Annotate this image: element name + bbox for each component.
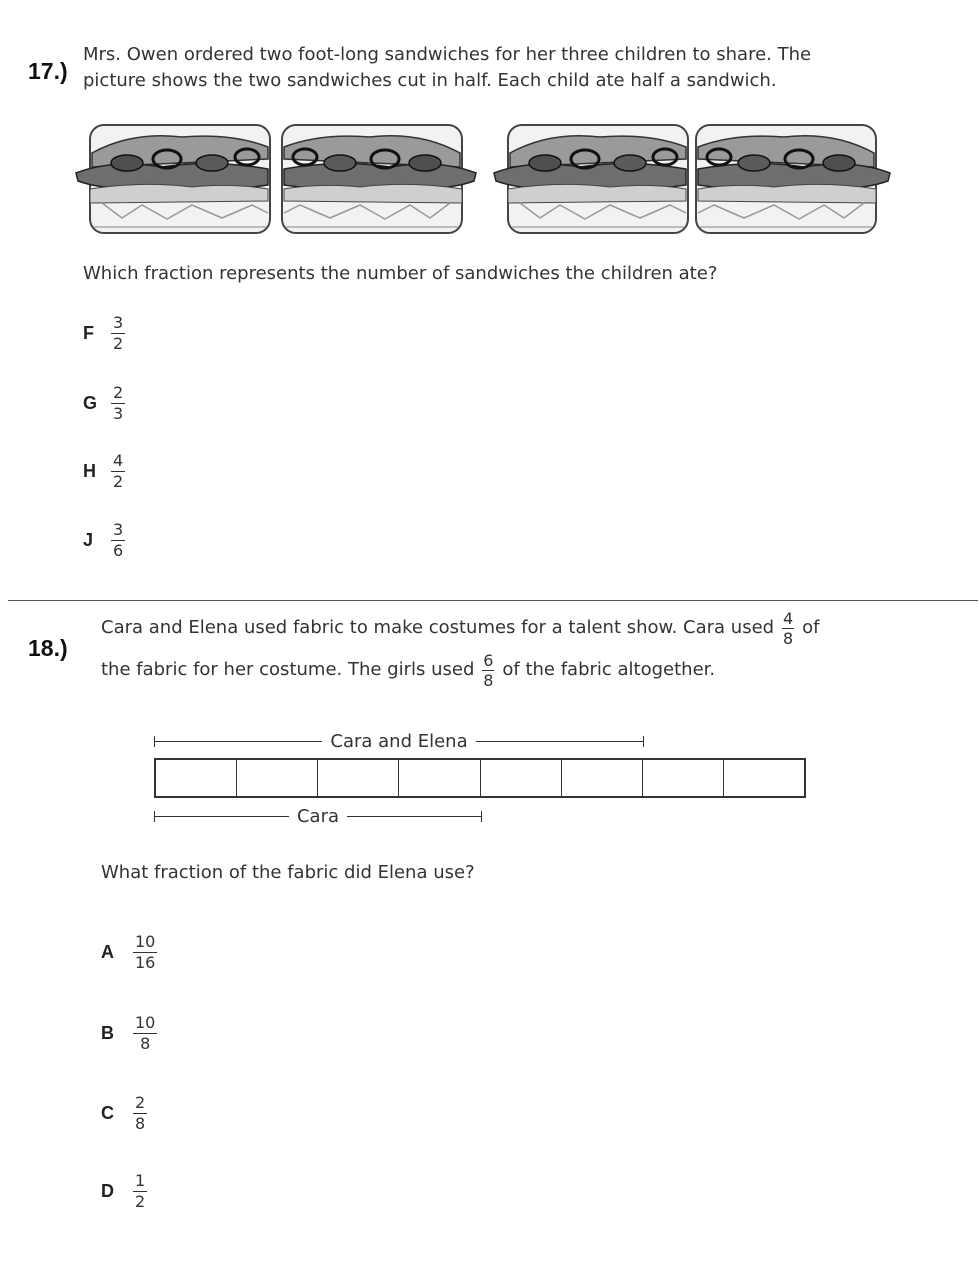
fabric-part — [643, 760, 724, 796]
question-18-prompt: What fraction of the fabric did Elena use? — [101, 862, 475, 883]
denominator: 16 — [135, 953, 156, 972]
denominator: 6 — [113, 541, 124, 560]
choice-g[interactable] — [83, 384, 125, 423]
top-span-label-wrap — [154, 730, 644, 754]
line-1-text: Cara and Elena used fabric to make costumes for a talent show. Cara used — [101, 617, 775, 638]
denominator: 2 — [135, 1192, 146, 1211]
numerator: 6 — [483, 650, 494, 670]
choice-letter: C — [101, 1103, 114, 1123]
fabric-part — [399, 760, 480, 796]
question-17-intro-line-1: Mrs. Owen ordered two foot-long sandwiches for her three children to share. The — [83, 44, 812, 65]
choice-letter: F — [83, 323, 94, 343]
fraction — [133, 1094, 147, 1133]
bottom-span-label: Cara — [289, 806, 347, 827]
numerator: 1 — [135, 1171, 146, 1190]
fabric-part — [481, 760, 562, 796]
choice-h[interactable] — [83, 452, 125, 491]
bottom-span-label-wrap — [154, 805, 482, 829]
denominator: 8 — [483, 670, 494, 690]
fraction — [111, 384, 125, 423]
choice-d[interactable] — [101, 1172, 147, 1211]
fraction — [133, 933, 157, 972]
choice-b[interactable] — [101, 1014, 157, 1053]
numerator: 2 — [113, 383, 124, 402]
numerator: 10 — [135, 932, 156, 951]
fraction — [133, 1014, 157, 1053]
choice-j[interactable] — [83, 521, 125, 560]
choice-f[interactable] — [83, 314, 125, 353]
question-17-prompt: Which fraction represents the number of sandwiches the children ate? — [83, 263, 718, 284]
numerator: 3 — [113, 520, 124, 539]
fabric-part — [156, 760, 237, 796]
denominator: 8 — [135, 1114, 146, 1133]
inline-fraction-cara — [782, 610, 794, 647]
denominator: 3 — [113, 404, 124, 423]
fabric-diagram — [154, 730, 808, 830]
line-2-text: the fabric for her costume. The girls used — [101, 659, 475, 680]
sandwich-half-4 — [694, 123, 894, 235]
fraction — [133, 1172, 147, 1211]
inline-fraction-total — [482, 652, 494, 689]
fraction — [111, 521, 125, 560]
sandwich-half-2 — [280, 123, 480, 235]
question-18-intro-line-1 — [101, 608, 819, 648]
numerator: 4 — [113, 451, 124, 470]
fraction — [111, 452, 125, 491]
choice-letter: B — [101, 1023, 114, 1043]
question-18-intro-line-2 — [101, 650, 715, 690]
line-2-tail: of the fabric altogether. — [502, 659, 716, 680]
denominator: 8 — [783, 628, 794, 648]
numerator: 4 — [783, 608, 794, 628]
denominator: 2 — [113, 472, 124, 491]
top-span-label: Cara and Elena — [322, 731, 475, 752]
fraction — [111, 314, 125, 353]
question-17-intro-line-2: picture shows the two sandwiches cut in half. Each child ate half a sandwich. — [83, 70, 777, 91]
choice-letter: D — [101, 1181, 114, 1201]
choice-letter: A — [101, 942, 114, 962]
choice-letter: G — [83, 393, 98, 413]
numerator: 2 — [135, 1093, 146, 1112]
fabric-part — [318, 760, 399, 796]
choice-letter: J — [83, 530, 94, 550]
question-17-number: 17.) — [28, 58, 68, 84]
choice-c[interactable] — [101, 1094, 147, 1133]
sandwich-half-1 — [72, 123, 272, 235]
fabric-part — [724, 760, 804, 796]
fabric-bar — [154, 758, 806, 798]
fabric-part — [562, 760, 643, 796]
question-18-number: 18.) — [28, 635, 68, 661]
section-divider — [8, 600, 978, 601]
line-1-tail: of — [802, 617, 820, 638]
fabric-part — [237, 760, 318, 796]
sandwich-half-3 — [490, 123, 690, 235]
denominator: 2 — [113, 334, 124, 353]
denominator: 8 — [140, 1034, 151, 1053]
numerator: 10 — [135, 1013, 156, 1032]
numerator: 3 — [113, 313, 124, 332]
choice-letter: H — [83, 461, 96, 481]
choice-a[interactable] — [101, 933, 157, 972]
